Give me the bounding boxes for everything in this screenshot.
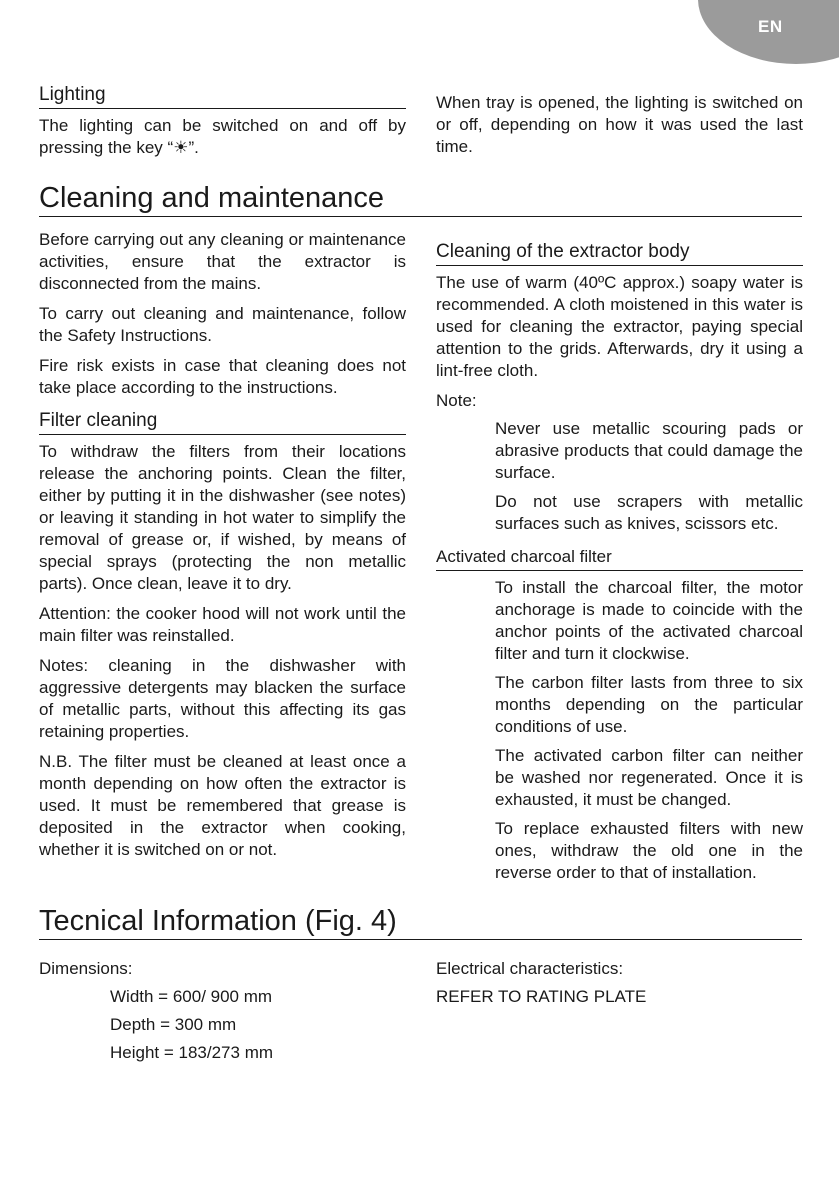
electrical-block	[436, 955, 816, 1011]
charcoal-item: To replace exhausted filters with new ones, withdraw the old one in the reverse order to that of installation.	[495, 819, 803, 882]
note-item: Do not use scrapers with metallic surfaces such as knives, scissors etc.	[495, 492, 803, 533]
lighting-tray-section	[436, 92, 803, 166]
attention-paragraph	[39, 603, 406, 647]
dimensions-block	[39, 955, 419, 1067]
note-item: Never use metallic scouring pads or abrasive products that could damage the surface.	[495, 419, 803, 482]
cleaning-right-column	[436, 240, 803, 891]
cleaning-intro-2: To carry out cleaning and maintenance, follow the Safety Instructions.	[39, 304, 406, 345]
nb-label: N.B.	[39, 752, 73, 771]
notes-text: cleaning in the dishwasher with aggressive detergents may blacken the surface of metallic parts, without this affecting its gas retaining properties.	[39, 656, 406, 741]
charcoal-item: The activated carbon filter can neither be washed nor regenerated. Once it is exhausted, it must be changed.	[495, 746, 803, 809]
light-key-icon: ☀	[173, 138, 189, 157]
lighting-heading: Lighting	[39, 83, 406, 109]
note-label: Note:	[436, 391, 477, 410]
electrical-label: Electrical characteristics:	[436, 959, 624, 978]
cleaning-intro-1: Before carrying out any cleaning or maintenance activities, ensure that the extractor is disconnected from the mains.	[39, 230, 406, 293]
charcoal-filter-heading: Activated charcoal filter	[436, 545, 803, 571]
extractor-body-heading: Cleaning of the extractor body	[436, 240, 803, 266]
dimension-height: Height = 183/273 mm	[110, 1043, 274, 1062]
attention-text: : the cooker hood will not work until the main filter was reinstalled.	[39, 604, 406, 645]
attention-label: Attention	[39, 604, 107, 623]
language-badge-label: EN	[758, 17, 783, 36]
notes-paragraph	[39, 655, 406, 743]
cleaning-heading: Cleaning and maintenance	[39, 181, 802, 217]
dimensions-label: Dimensions:	[39, 959, 133, 978]
dimension-width: Width = 600/ 900 mm	[110, 987, 273, 1006]
tech-info-heading: Tecnical Information (Fig. 4)	[39, 904, 802, 940]
charcoal-list	[436, 577, 803, 884]
note-list	[436, 418, 803, 535]
lighting-tray-text: When tray is opened, the lighting is switched on or off, depending on how it was used the last time.	[436, 93, 803, 156]
lighting-text-before: The lighting can be switched on and off by pressing the key “	[39, 116, 406, 157]
filter-cleaning-heading: Filter cleaning	[39, 409, 406, 435]
language-badge	[698, 0, 839, 64]
charcoal-item: To install the charcoal filter, the motor anchorage is made to coincide with the anchor points of the activated charcoal filter and turn it clockwise.	[495, 578, 803, 663]
cleaning-intro-3: Fire risk exists in case that cleaning does not take place according to the instructions.	[39, 356, 406, 397]
charcoal-item: The carbon filter lasts from three to six months depending on the particular conditions of use.	[495, 673, 803, 736]
electrical-value: REFER TO RATING PLATE	[436, 987, 647, 1006]
notes-label: Notes:	[39, 656, 89, 675]
filter-cleaning-text: To withdraw the filters from their locations release the anchoring points. Clean the filter, either by putting it in the dishwasher (see notes) or leaving it standing in hot water to simplify the removal of grease or, if wished, by means of special sprays (protecting the non metallic parts). Once clean, leave it to dry.	[39, 442, 406, 593]
nb-text: The filter must be cleaned at least once a month depending on how often the extractor is used. It must be remembered that grease is deposited in the extractor when cooking, whether it is switched on or not.	[39, 752, 406, 859]
dimension-depth: Depth = 300 mm	[110, 1015, 237, 1034]
lighting-text	[39, 115, 406, 159]
nb-paragraph	[39, 751, 406, 861]
extractor-body-text: The use of warm (40ºC approx.) soapy water is recommended. A cloth moistened in this water is used for cleaning the extractor, paying special attention to the grids. Afterwards, dry it using a lint-free cloth.	[436, 273, 803, 380]
lighting-text-after: ”.	[188, 138, 199, 157]
cleaning-left-column	[39, 229, 406, 869]
lighting-section	[39, 83, 406, 167]
